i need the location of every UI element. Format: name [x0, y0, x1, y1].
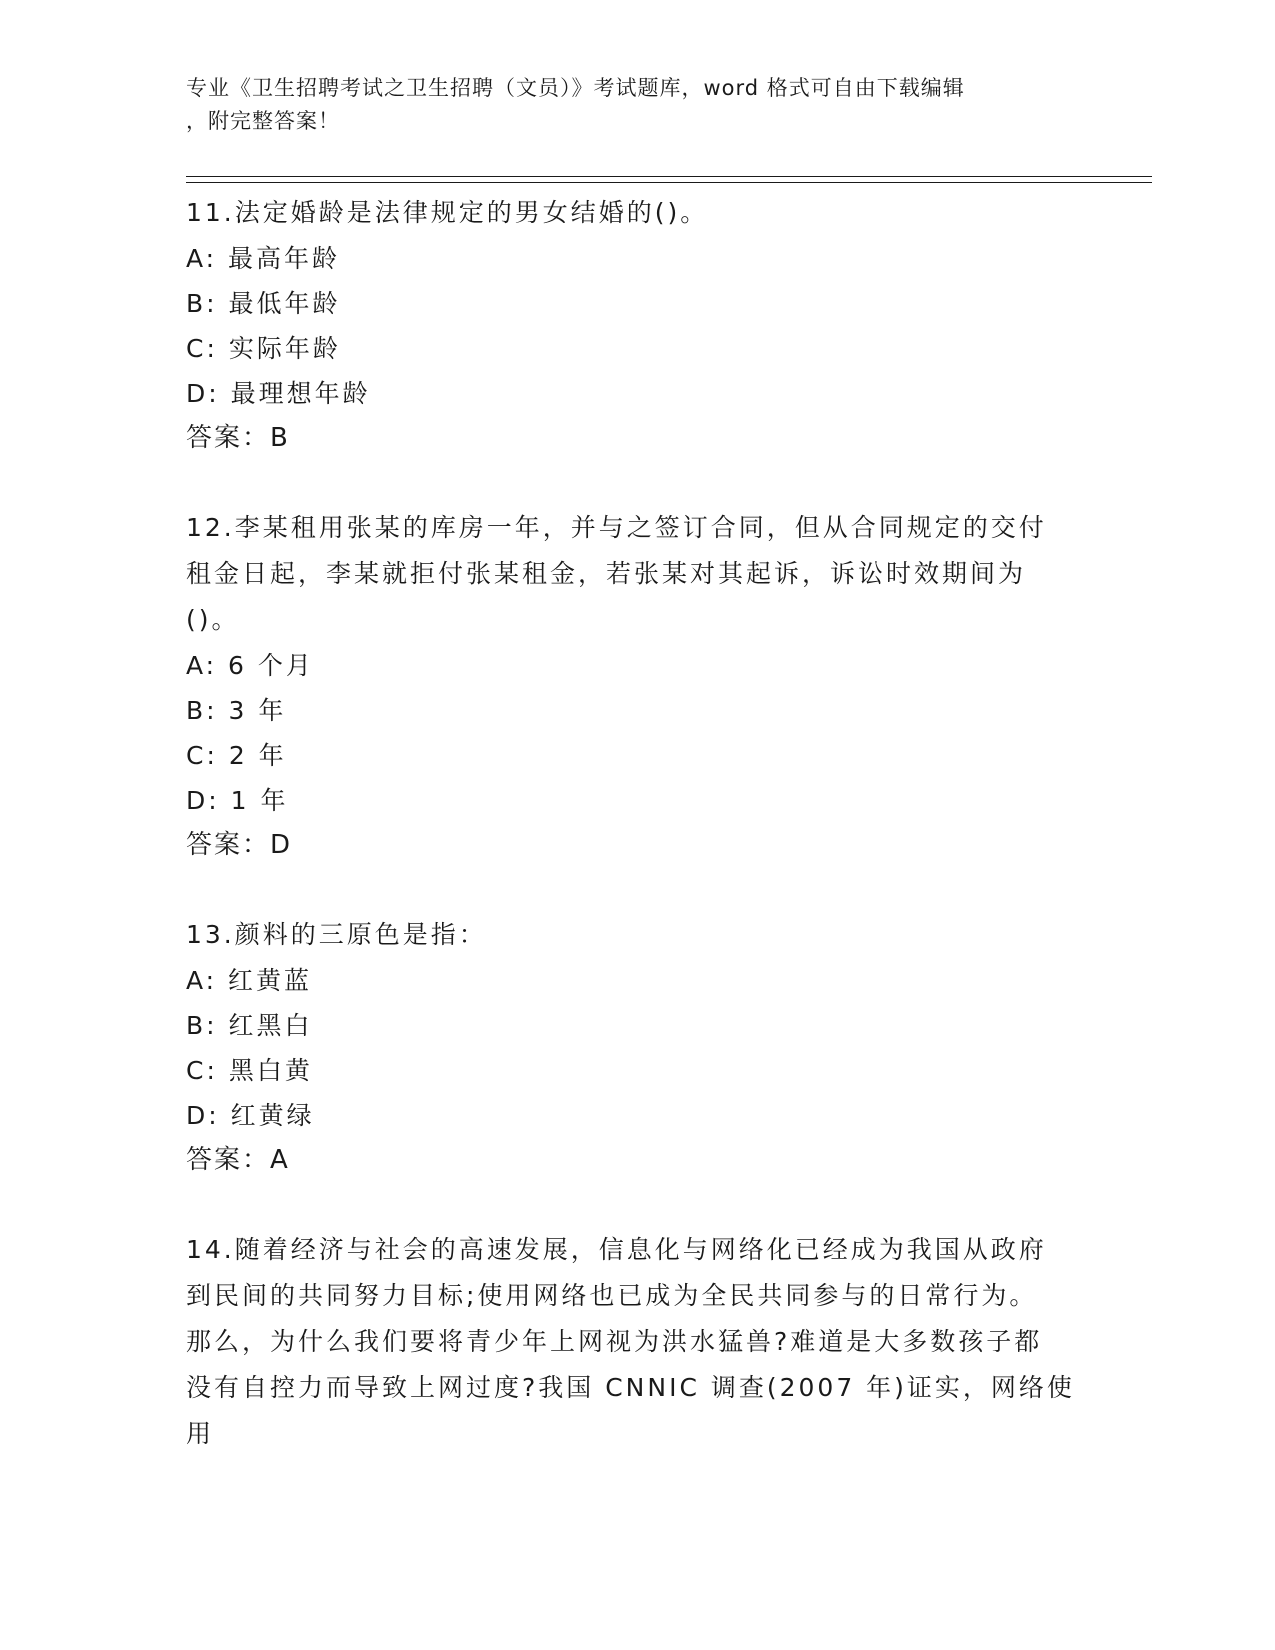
question-11: [186, 190, 1086, 461]
stem-line: ()。: [186, 605, 240, 634]
stem-line: 13.颜料的三原色是指：: [186, 920, 487, 949]
option-c: C: 实际年龄: [186, 334, 341, 363]
option-a: A: 6 个月: [186, 651, 314, 680]
document-header: [186, 72, 1066, 138]
option-d: D: 最理想年龄: [186, 379, 371, 408]
option-c: C: 黑白黄: [186, 1056, 313, 1085]
question-stem: [186, 505, 1086, 643]
header-line-2: ，附完整答案！: [186, 109, 340, 133]
stem-line: 到民间的共同努力目标;使用网络也已成为全民共同参与的日常行为。: [186, 1281, 1038, 1310]
option-d: D: 红黄绿: [186, 1101, 315, 1130]
option-a: A: 最高年龄: [186, 244, 341, 273]
header-line-1: 专业《卫生招聘考试之卫生招聘（文员）》考试题库，word 格式可自由下载编辑: [186, 76, 965, 100]
stem-line: 12.李某租用张某的库房一年，并与之签订合同，但从合同规定的交付: [186, 513, 1047, 542]
question-stem: [186, 912, 1086, 958]
option-c: C: 2 年: [186, 741, 287, 770]
option-a: A: 红黄蓝: [186, 966, 313, 995]
question-14: [186, 1227, 1086, 1457]
stem-line: 没有自控力而导致上网过度?我国 CNNIC 调查(2007 年)证实，网络使用: [186, 1373, 1075, 1448]
stem-line: 11.法定婚龄是法律规定的男女结婚的()。: [186, 198, 709, 227]
header-rule-top: [186, 176, 1152, 177]
stem-line: 租金日起，李某就拒付张某租金，若张某对其起诉，诉讼时效期间为: [186, 559, 1027, 588]
option-b: B: 最低年龄: [186, 289, 341, 318]
option-b: B: 3 年: [186, 696, 287, 725]
question-list: [186, 190, 1086, 1501]
question-12: [186, 505, 1086, 868]
answer-line: 答案：D: [186, 830, 293, 860]
question-stem: [186, 190, 1086, 236]
question-13: [186, 912, 1086, 1183]
option-d: D: 1 年: [186, 786, 289, 815]
answer-line: 答案：A: [186, 1145, 290, 1175]
option-b: B: 红黑白: [186, 1011, 313, 1040]
answer-line: 答案：B: [186, 423, 290, 453]
stem-line: 14.随着经济与社会的高速发展，信息化与网络化已经成为我国从政府: [186, 1235, 1047, 1264]
stem-line: 那么，为什么我们要将青少年上网视为洪水猛兽?难道是大多数孩子都: [186, 1327, 1043, 1356]
header-rule-bottom: [186, 182, 1152, 183]
question-stem: [186, 1227, 1086, 1457]
